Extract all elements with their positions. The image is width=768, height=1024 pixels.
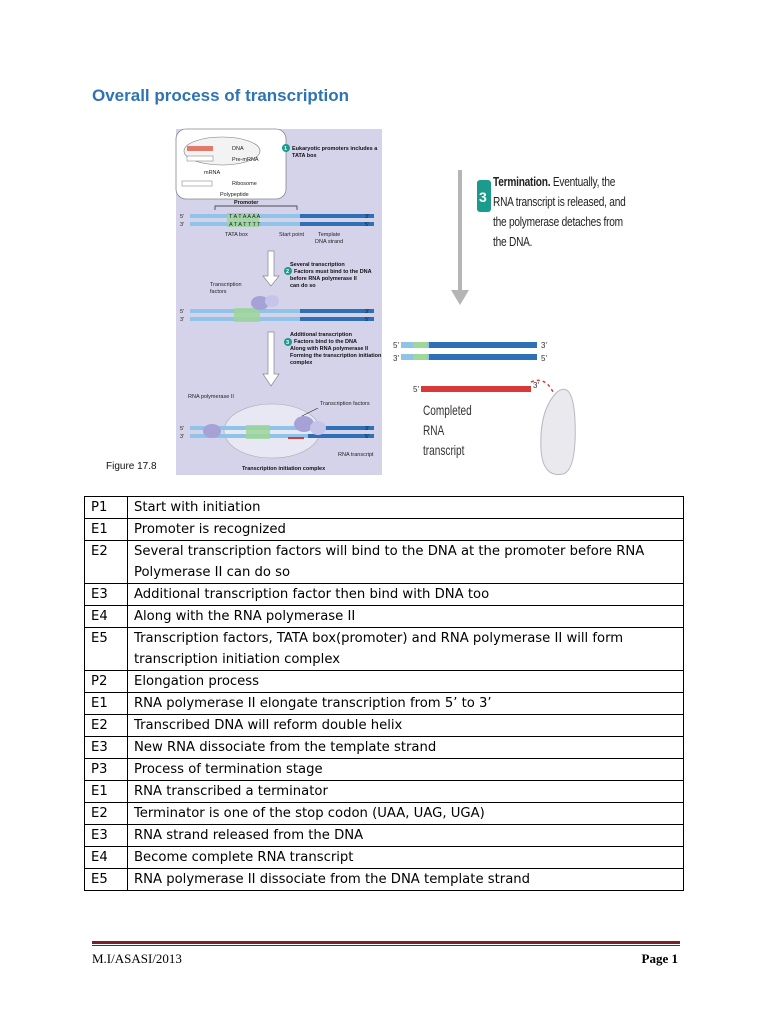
table-row	[85, 803, 684, 825]
svg-text:5': 5'	[393, 341, 399, 350]
step-code-cell: P3	[85, 759, 128, 781]
step-code-cell: E1	[85, 693, 128, 715]
initiation-diagram	[92, 126, 382, 478]
table-row	[85, 715, 684, 737]
step-text-cell: Along with the RNA polymerase II	[128, 606, 684, 628]
promoter-label: Promoter	[234, 200, 259, 206]
svg-text:3: 3	[479, 189, 487, 205]
svg-text:complex: complex	[290, 360, 313, 366]
step-code-cell: E5	[85, 628, 128, 671]
step-text-cell: RNA transcribed a terminator	[128, 781, 684, 803]
step-text-cell: Become complete RNA transcript	[128, 847, 684, 869]
step1-text-line2: TATA box	[292, 153, 317, 159]
step-text-cell: RNA polymerase II dissociate from the DNA template strand	[128, 869, 684, 891]
svg-text:3': 3'	[365, 309, 370, 315]
svg-text:5': 5'	[180, 426, 185, 432]
transcription-steps-table	[84, 496, 684, 891]
svg-text:3': 3'	[393, 354, 399, 363]
svg-text:3': 3'	[365, 426, 370, 432]
svg-text:5': 5'	[365, 434, 370, 440]
svg-text:3': 3'	[180, 434, 185, 440]
svg-text:3': 3'	[533, 381, 539, 390]
step-text-cell: RNA strand released from the DNA	[128, 825, 684, 847]
svg-text:Factors bind to the DNA: Factors bind to the DNA	[294, 339, 357, 345]
svg-text:Along with RNA polymerase II: Along with RNA polymerase II	[290, 346, 369, 352]
inset-label-dna: DNA	[232, 146, 244, 152]
cell-overview-inset	[176, 129, 286, 199]
dna-strand-3	[180, 404, 374, 458]
dna-strand-1	[180, 213, 374, 228]
step-text-cell: Transcribed DNA will reform double helix	[128, 715, 684, 737]
step-code-cell: P2	[85, 671, 128, 693]
svg-text:factors: factors	[210, 289, 227, 295]
inset-label-premrna: Pre-mRNA	[232, 157, 259, 163]
svg-text:2: 2	[286, 269, 290, 275]
svg-text:3': 3'	[180, 222, 185, 228]
table-row	[85, 628, 684, 671]
step-text-cell: Elongation process	[128, 671, 684, 693]
svg-text:Additional transcription: Additional transcription	[290, 332, 353, 338]
svg-text:Forming the transcription init: Forming the transcription initiation	[290, 353, 382, 359]
step-text-cell: Terminator is one of the stop codon (UAA, UAG, UGA)	[128, 803, 684, 825]
table-row	[85, 497, 684, 519]
svg-text:Transcription: Transcription	[210, 282, 242, 288]
table-row	[85, 606, 684, 628]
svg-text:can do so: can do so	[290, 283, 316, 289]
table-row	[85, 671, 684, 693]
step-code-cell: E2	[85, 541, 128, 584]
inset-label-ribosome: Ribosome	[232, 181, 257, 187]
table-row	[85, 519, 684, 541]
table-row	[85, 541, 684, 584]
footer-divider-thin	[92, 945, 680, 946]
svg-text:5': 5'	[365, 222, 370, 228]
step-text-cell: Promoter is recognized	[128, 519, 684, 541]
transcription-initiation-figure	[92, 126, 382, 478]
step-text-cell: New RNA dissociate from the template strand	[128, 737, 684, 759]
table-row	[85, 737, 684, 759]
step-code-cell: E4	[85, 847, 128, 869]
table-row	[85, 869, 684, 891]
footer-author: M.I/ASASI/2013	[92, 951, 182, 966]
table-row	[85, 825, 684, 847]
down-arrow-icon	[451, 290, 469, 305]
figure-caption: Figure 17.8	[106, 461, 157, 472]
svg-text:3': 3'	[365, 214, 370, 220]
svg-text:5': 5'	[180, 214, 185, 220]
initiation-complex-label: Transcription initiation complex	[242, 466, 326, 472]
inset-label-mrna: mRNA	[204, 170, 221, 176]
svg-text:5': 5'	[180, 309, 185, 315]
svg-text:1: 1	[284, 146, 288, 152]
step-code-cell: E1	[85, 519, 128, 541]
footer-divider	[92, 941, 680, 944]
inset-label-polypeptide: Polypeptide	[220, 192, 249, 198]
table-row	[85, 847, 684, 869]
step-text-cell: RNA polymerase II elongate transcription from 5’ to 3’	[128, 693, 684, 715]
transcription-factors-label: Transcription factors	[320, 401, 370, 407]
step-code-cell: E3	[85, 825, 128, 847]
page-number: Page 1	[641, 951, 678, 966]
start-point-label: Start point	[279, 232, 305, 238]
step-code-cell: E3	[85, 737, 128, 759]
template-label-2: DNA strand	[315, 239, 344, 245]
template-label-1: Template	[318, 232, 341, 238]
svg-text:5': 5'	[413, 385, 419, 394]
svg-text:3': 3'	[541, 341, 547, 350]
step-code-cell: E1	[85, 781, 128, 803]
svg-text:Several transcription: Several transcription	[290, 262, 345, 268]
svg-text:3: 3	[286, 340, 290, 346]
termination-figure	[393, 170, 651, 480]
svg-text:Factors must bind to the DNA: Factors must bind to the DNA	[294, 269, 372, 275]
svg-text:5': 5'	[365, 317, 370, 323]
svg-text:A T A T T T T: A T A T T T T	[229, 222, 261, 228]
step-text-cell: Several transcription factors will bind to the DNA at the promoter before RNA Polymerase II can do so	[128, 541, 684, 584]
svg-text:5': 5'	[541, 354, 547, 363]
step-code-cell: E5	[85, 869, 128, 891]
termination-description: Termination. Eventually, the RNA transcript is released, and the polymerase detaches from the DNA.	[493, 174, 626, 249]
step1-text-line1: Eukaryotic promoters includes a	[292, 146, 378, 152]
svg-text:3': 3'	[180, 317, 185, 323]
table-row	[85, 781, 684, 803]
tata-box-label: TATA box	[225, 232, 248, 238]
down-arrow-2	[263, 332, 279, 386]
step-text-cell: Additional transcription factor then bind with DNA too	[128, 584, 684, 606]
step-code-cell: E2	[85, 715, 128, 737]
step-code-cell: E3	[85, 584, 128, 606]
step-code-cell: E2	[85, 803, 128, 825]
page-title: Overall process of transcription	[92, 86, 349, 105]
completed-rna-bar	[421, 386, 531, 392]
rna-transcript-label: RNA transcript	[338, 452, 374, 458]
completed-rna-label: Completed RNA transcript	[423, 402, 472, 458]
dna-strand-2	[180, 295, 374, 323]
svg-text:before RNA polymerase II: before RNA polymerase II	[290, 276, 357, 282]
rna-polymerase-shape	[541, 389, 575, 474]
svg-text:T A T A A A A: T A T A A A A	[229, 214, 261, 220]
step-text-cell: Transcription factors, TATA box(promoter) and RNA polymerase II will form transcription initiation complex	[128, 628, 684, 671]
rna-polymerase-label: RNA polymerase II	[188, 394, 234, 400]
step-code-cell: P1	[85, 497, 128, 519]
step-text-cell: Process of termination stage	[128, 759, 684, 781]
down-arrow-1	[263, 251, 279, 286]
table-row	[85, 693, 684, 715]
table-row	[85, 584, 684, 606]
table-row	[85, 759, 684, 781]
step-code-cell: E4	[85, 606, 128, 628]
step-text-cell: Start with initiation	[128, 497, 684, 519]
